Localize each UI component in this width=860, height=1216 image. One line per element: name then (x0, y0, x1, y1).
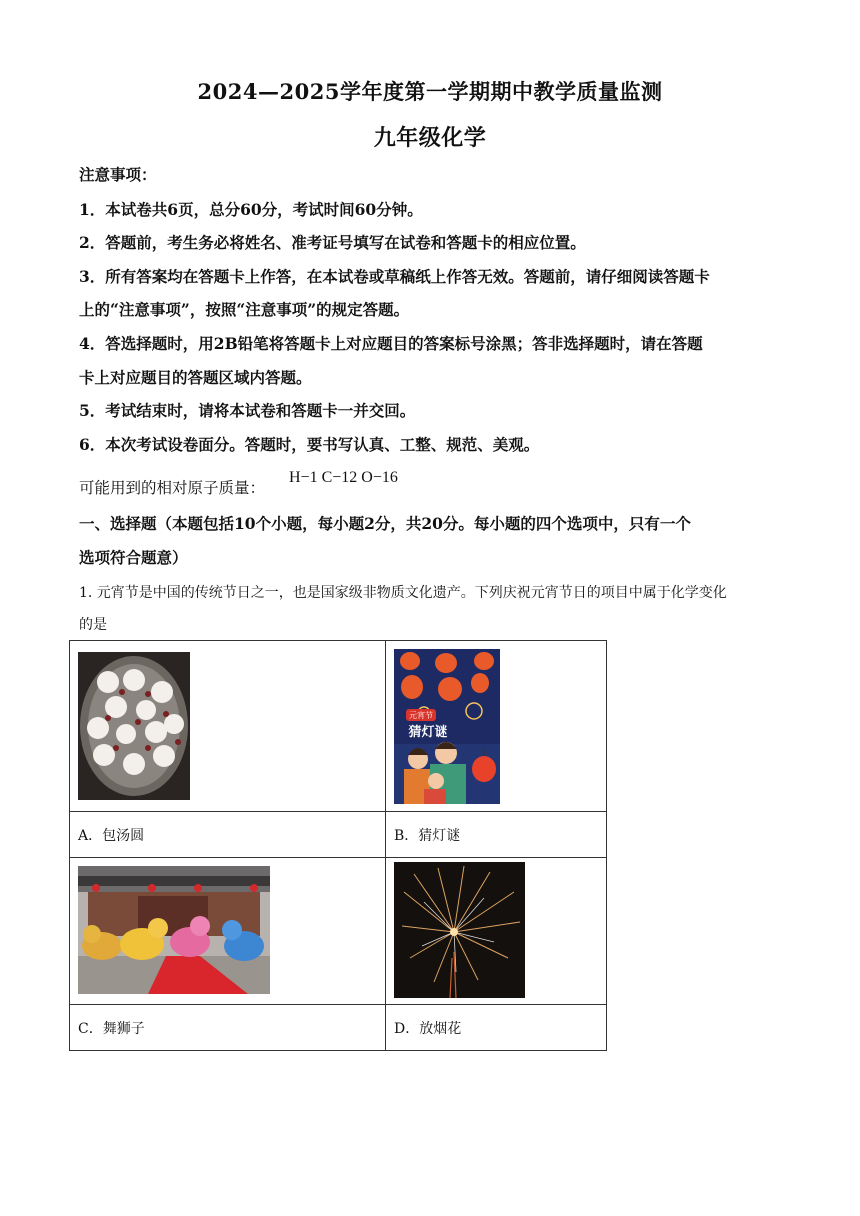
option-a-image-cell (70, 641, 386, 812)
poster-main-text: 猜灯谜 (408, 725, 448, 740)
exam-subtitle: 九年级化学 (373, 125, 487, 151)
option-b-image-cell (386, 641, 607, 812)
lion-dance-photo (78, 866, 270, 994)
notice-5: 5．考试结束时，请将本试卷和答题卡一并交回。 (79, 401, 416, 420)
tangyuan-photo (78, 652, 190, 800)
option-c-label: C．舞狮子 (70, 1005, 386, 1051)
notice-4-cont: 卡上对应题目的答题区域内答题。 (79, 368, 312, 387)
section-heading-cont: 选项符合题意） (79, 548, 188, 567)
option-c-image-cell (70, 858, 386, 1005)
notice-3: 3．所有答案均在答题卡上作答，在本试卷或草稿纸上作答无效。答题前，请仔细阅读答题卡 (79, 267, 710, 286)
question-1-cont: 的是 (79, 617, 107, 633)
atomic-mass-label: 可能用到的相对原子质量： (79, 479, 266, 497)
notice-2: 2．答题前，考生务必将姓名、准考证号填写在试卷和答题卡的相应位置。 (79, 233, 586, 252)
option-d-image-cell (386, 858, 607, 1005)
notice-6: 6．本次考试设卷面分。答题时，要书写认真、工整、规范、美观。 (79, 435, 540, 454)
notice-1: 1．本试卷共6页，总分60分，考试时间60分钟。 (79, 200, 423, 219)
question-1: 1. 元宵节是中国的传统节日之一，也是国家级非物质文化遗产。下列庆祝元宵节日的项目中属于化学变化 (79, 585, 727, 601)
notice-3-cont: 上的“注意事项”，按照“注意事项”的规定答题。 (79, 300, 410, 319)
poster-top-text: 元宵节 (409, 711, 433, 720)
section-heading: 一、选择题（本题包括10个小题，每小题2分，共20分。每小题的四个选项中，只有一个 (79, 514, 691, 533)
lantern-riddle-poster (394, 649, 500, 804)
option-d-label: D．放烟花 (386, 1005, 607, 1051)
notice-4: 4．答选择题时，用2B铅笔将答题卡上对应题目的答案标号涂黑；答非选择题时，请在答题 (79, 334, 703, 353)
option-b-label: B．猜灯谜 (386, 812, 607, 858)
options-table (69, 640, 607, 1051)
exam-title: 2024—2025学年度第一学期期中教学质量监测 (197, 79, 663, 104)
option-a-label: A．包汤圆 (70, 812, 386, 858)
atomic-mass-values: H−1 C−12 O−16 (289, 469, 398, 486)
fireworks-photo (394, 862, 525, 998)
notice-heading: 注意事项： (79, 165, 157, 184)
